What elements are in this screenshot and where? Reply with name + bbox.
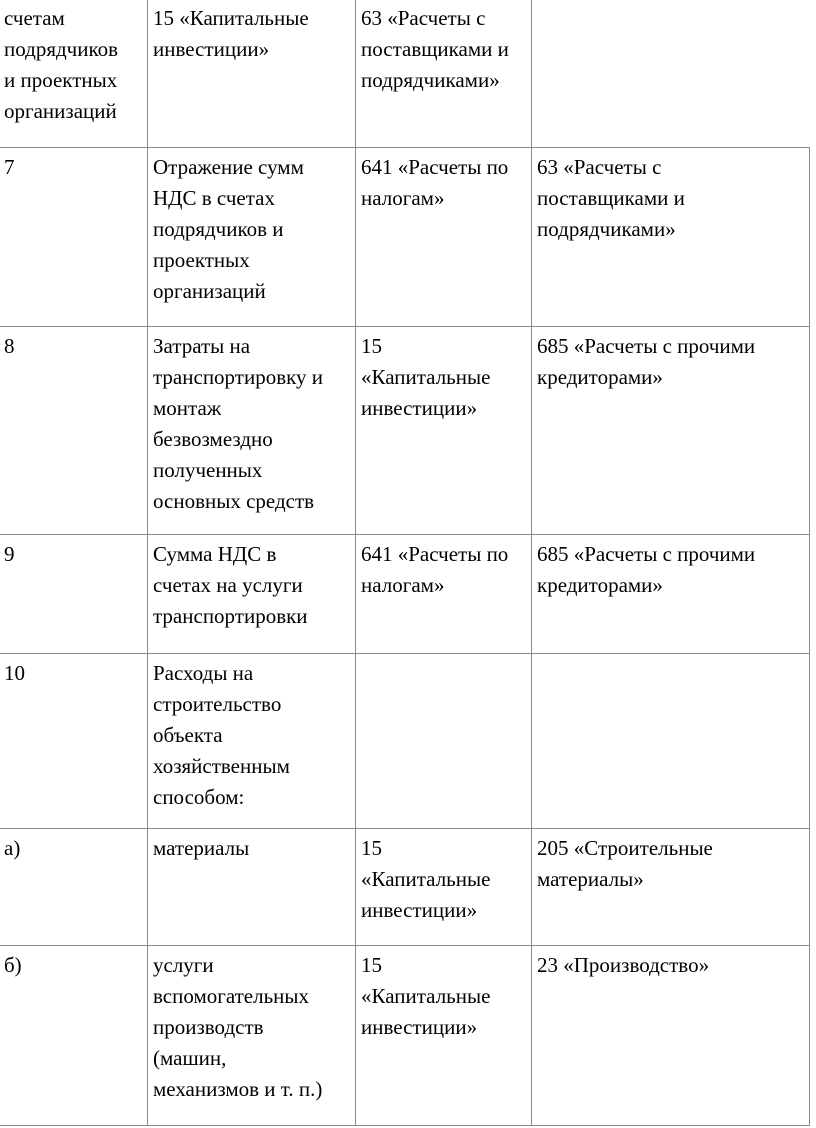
table-cell-num (0, 326, 148, 535)
cell-line: инвестиции» (153, 37, 270, 61)
table-cell-desc (147, 326, 356, 535)
cell-line: 15 (361, 334, 382, 358)
table-cell-credit (531, 828, 810, 946)
row-number: а) (4, 836, 21, 860)
cell-line: инвестиции» (361, 898, 478, 922)
cell-line: подрядчиками» (361, 68, 500, 92)
cell-line: транспортировки (153, 604, 308, 628)
table-cell-credit (531, 653, 810, 829)
table-cell-credit (531, 147, 810, 327)
cell-line: 63 «Расчеты с (361, 6, 486, 30)
cell-line: Расходы на (153, 661, 254, 685)
table-cell-desc (147, 653, 356, 829)
cell-line: 23 «Производство» (537, 953, 710, 977)
cell-line: и проектных (4, 68, 118, 92)
cell-line: производств (153, 1015, 264, 1039)
cell-line: объекта (153, 723, 223, 747)
cell-line: способом: (153, 785, 245, 809)
cell-line: полученных (153, 458, 263, 482)
cell-line: 641 «Расчеты по (361, 155, 509, 179)
cell-line: материалы (153, 836, 250, 860)
table-cell-debit (355, 945, 532, 1126)
cell-line: 205 «Строительные (537, 836, 713, 860)
cell-line: транспортировку и (153, 365, 323, 389)
row-number: 8 (4, 334, 15, 358)
row-number: 10 (4, 661, 25, 685)
cell-line: «Капитальные (361, 984, 491, 1008)
cell-line: поставщиками и (537, 186, 685, 210)
cell-line: хозяйственным (153, 754, 290, 778)
table-cell-credit (531, 945, 810, 1126)
table-cell-num (0, 147, 148, 327)
table-cell-desc (147, 945, 356, 1126)
table-cell-num (0, 534, 148, 654)
table-cell-num (0, 653, 148, 829)
table-cell-debit (355, 828, 532, 946)
cell-line: безвозмездно (153, 427, 273, 451)
cell-line: механизмов и т. п.) (153, 1077, 323, 1101)
cell-line: строительство (153, 692, 282, 716)
table-cell-credit (355, 0, 532, 148)
cell-line: 15 (361, 953, 382, 977)
table-cell-credit (531, 326, 810, 535)
table-cell-debit (355, 534, 532, 654)
table-cell-desc (0, 0, 148, 148)
cell-line: материалы» (537, 867, 644, 891)
cell-line: Затраты на (153, 334, 251, 358)
cell-line: налогам» (361, 573, 445, 597)
cell-line: «Капитальные (361, 365, 491, 389)
cell-line: 15 «Капитальные (153, 6, 309, 30)
table-cell-desc (147, 534, 356, 654)
table-cell-desc (147, 147, 356, 327)
cell-line: НДС в счетах (153, 186, 275, 210)
cell-line: счетам (4, 6, 65, 30)
table-cell-debit (355, 326, 532, 535)
cell-line: Отражение сумм (153, 155, 304, 179)
table-cell-credit (531, 534, 810, 654)
cell-line: счетах на услуги (153, 573, 303, 597)
cell-line: монтаж (153, 396, 222, 420)
cell-line: Сумма НДС в (153, 542, 277, 566)
table-cell-num (0, 828, 148, 946)
cell-line: вспомогательных (153, 984, 310, 1008)
cell-line: 685 «Расчеты с прочими (537, 542, 756, 566)
cell-line: налогам» (361, 186, 445, 210)
table-cell-debit (355, 653, 532, 829)
cell-line: кредиторами» (537, 573, 663, 597)
cell-line: проектных (153, 248, 250, 272)
cell-line: подрядчиков и (153, 217, 284, 241)
cell-line: организаций (153, 279, 266, 303)
cell-line: инвестиции» (361, 396, 478, 420)
row-number: 7 (4, 155, 15, 179)
cell-line: услуги (153, 953, 214, 977)
table-cell-debit (147, 0, 356, 148)
cell-line: кредиторами» (537, 365, 663, 389)
table-cell-desc (147, 828, 356, 946)
cell-line: основных средств (153, 489, 315, 513)
cell-line: организаций (4, 99, 117, 123)
cell-line: подрядчиков (4, 37, 119, 61)
cell-line: инвестиции» (361, 1015, 478, 1039)
cell-line: 685 «Расчеты с прочими (537, 334, 756, 358)
table-cell-debit (355, 147, 532, 327)
table-cell-num (0, 945, 148, 1126)
cell-line: 641 «Расчеты по (361, 542, 509, 566)
cell-line: поставщиками и (361, 37, 509, 61)
cell-line: «Капитальные (361, 867, 491, 891)
cell-line: подрядчиками» (537, 217, 676, 241)
row-number: 9 (4, 542, 15, 566)
cell-line: 15 (361, 836, 382, 860)
row-number: б) (4, 953, 22, 977)
cell-line: (машин, (153, 1046, 227, 1070)
cell-line: 63 «Расчеты с (537, 155, 662, 179)
